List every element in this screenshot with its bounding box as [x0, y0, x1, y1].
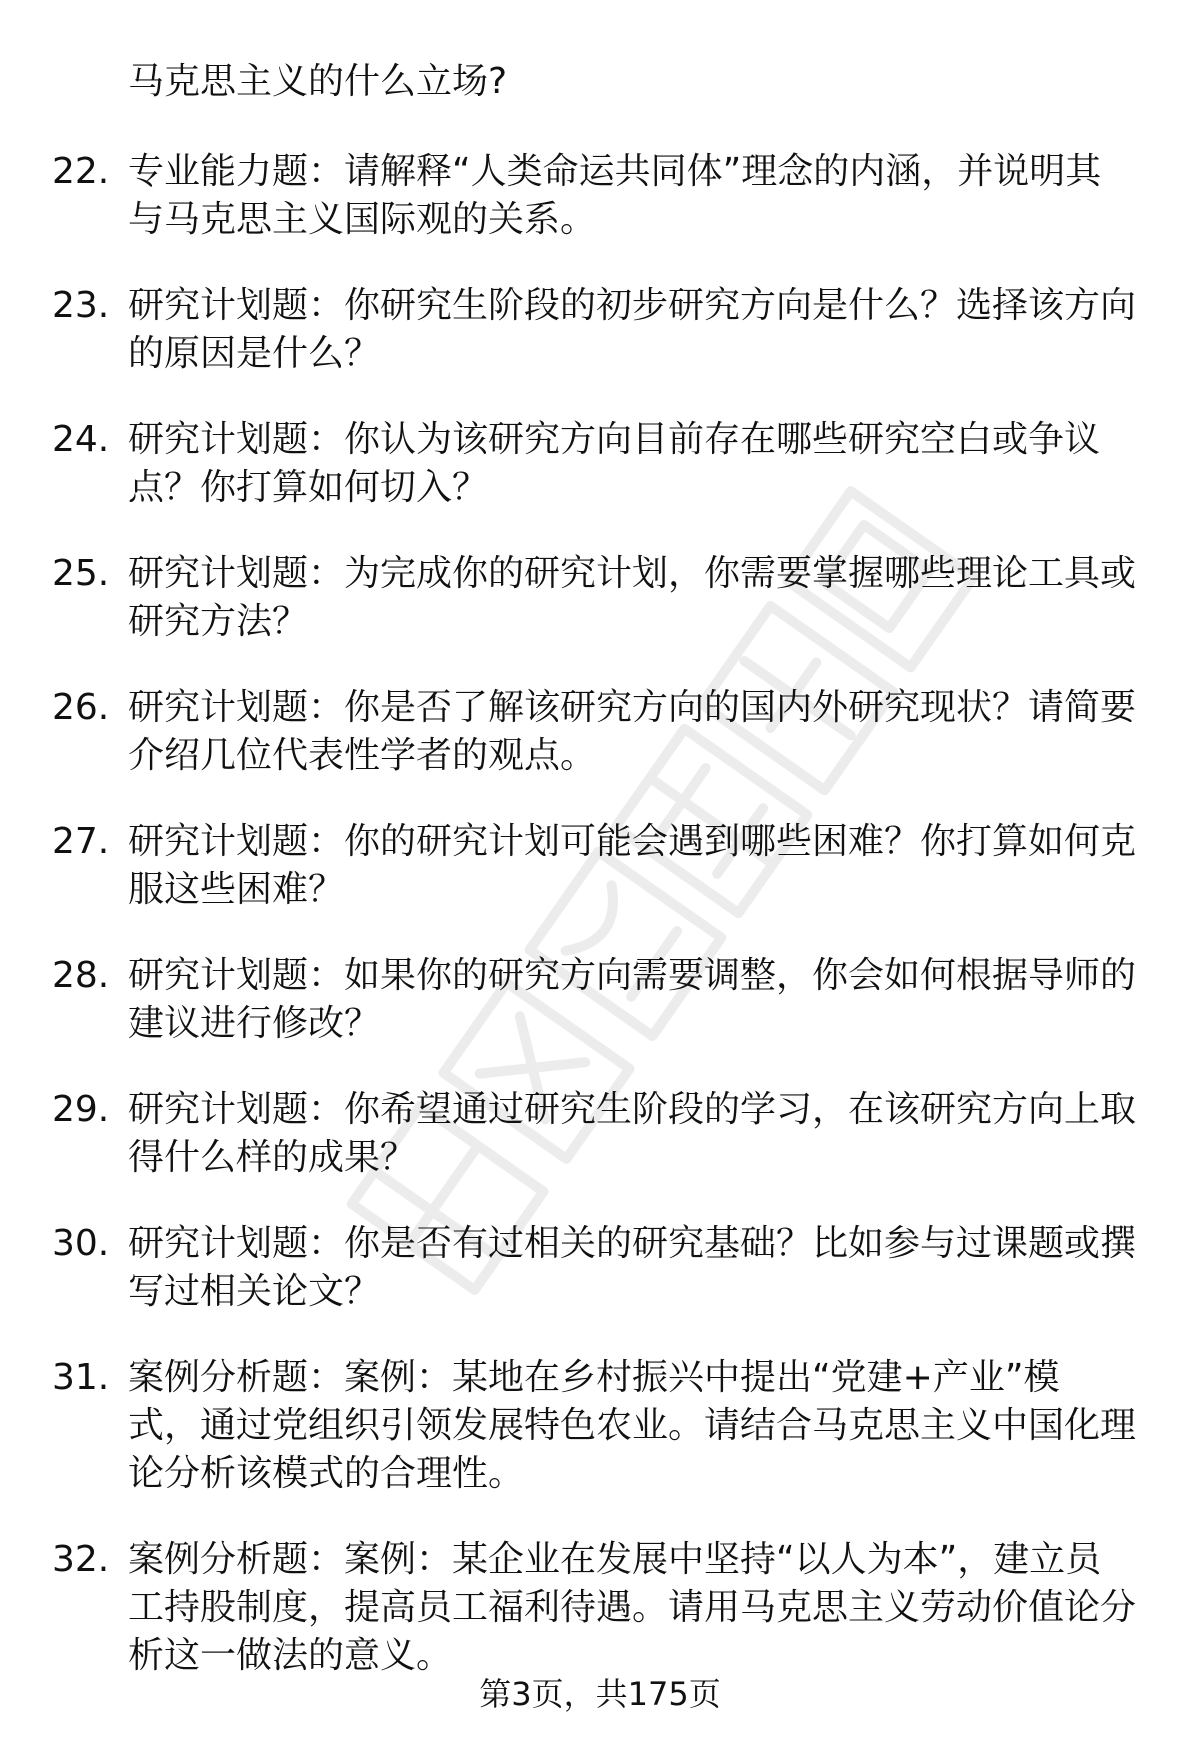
question-text: [128, 952, 1138, 1048]
question-text-line: 研究计划题：你希望通过研究生阶段的学习，在该研究方向上取: [128, 1089, 1137, 1130]
question-number: 27.: [52, 821, 110, 862]
page-footer: 第3页，共175页: [479, 1675, 721, 1713]
question-number: 26.: [52, 687, 110, 728]
question-text-line: 案例分析题：案例：某企业在发展中坚持“以人为本”，建立员: [128, 1539, 1102, 1580]
question-text-line: 案例分析题：案例：某地在乡村振兴中提出“党建+产业”模: [128, 1357, 1060, 1398]
question-text: [128, 550, 1138, 646]
question-number: 22.: [52, 151, 110, 192]
question-text-line: 析这一做法的意义。: [128, 1635, 453, 1676]
question-text: [128, 1220, 1138, 1316]
question-number: 23.: [52, 285, 110, 326]
question-text-line: 论分析该模式的合理性。: [128, 1453, 525, 1494]
question-number: 31.: [52, 1357, 110, 1398]
question-number: 24.: [52, 419, 110, 460]
question-text-line: 的原因是什么？: [128, 333, 381, 374]
question-text-line: 服这些困难？: [128, 869, 345, 910]
question-text: [128, 1536, 1138, 1680]
question-text-line: 点？你打算如何切入？: [128, 467, 489, 508]
question-text: [128, 684, 1138, 780]
question-text-line: 式，通过党组织引领发展特色农业。请结合马克思主义中国化理: [128, 1405, 1137, 1446]
question-text-line: 专业能力题：请解释“人类命运共同体”理念的内涵，并说明其: [128, 151, 1102, 192]
question-text: [128, 148, 1138, 244]
question-text-line: 介绍几位代表性学者的观点。: [128, 735, 597, 776]
question-text: [128, 416, 1138, 512]
question-number: 29.: [52, 1089, 110, 1130]
question-text: [128, 818, 1138, 914]
question-number: 25.: [52, 553, 110, 594]
continuation-line: 马克思主义的什么立场?: [128, 61, 508, 102]
question-text: [128, 1354, 1138, 1498]
question-text-line: 研究计划题：你是否有过相关的研究基础？比如参与过课题或撰: [128, 1223, 1137, 1264]
question-text-line: 研究计划题：你认为该研究方向目前存在哪些研究空白或争议: [128, 419, 1101, 460]
question-number: 30.: [52, 1223, 110, 1264]
question-text-line: 研究计划题：你研究生阶段的初步研究方向是什么？选择该方向: [128, 285, 1137, 326]
question-number: 28.: [52, 955, 110, 996]
question-number: 32.: [52, 1539, 110, 1580]
question-text-line: 工持股制度，提高员工福利待遇。请用马克思主义劳动价值论分: [128, 1587, 1137, 1628]
question-text-line: 建议进行修改？: [128, 1003, 381, 1044]
question-text-line: 研究计划题：如果你的研究方向需要调整，你会如何根据导师的: [128, 955, 1137, 996]
question-text-line: 研究计划题：你的研究计划可能会遇到哪些困难？你打算如何克: [128, 821, 1137, 862]
question-text-line: 研究方法？: [128, 601, 309, 642]
question-text-line: 与马克思主义国际观的关系。: [128, 199, 597, 240]
question-text-line: 得什么样的成果？: [128, 1137, 417, 1178]
question-text: [128, 282, 1138, 378]
question-text-line: 写过相关论文？: [128, 1271, 381, 1312]
question-text-line: 研究计划题：你是否了解该研究方向的国内外研究现状？请简要: [128, 687, 1137, 728]
question-text-line: 研究计划题：为完成你的研究计划，你需要掌握哪些理论工具或: [128, 553, 1137, 594]
question-text: [128, 1086, 1138, 1182]
